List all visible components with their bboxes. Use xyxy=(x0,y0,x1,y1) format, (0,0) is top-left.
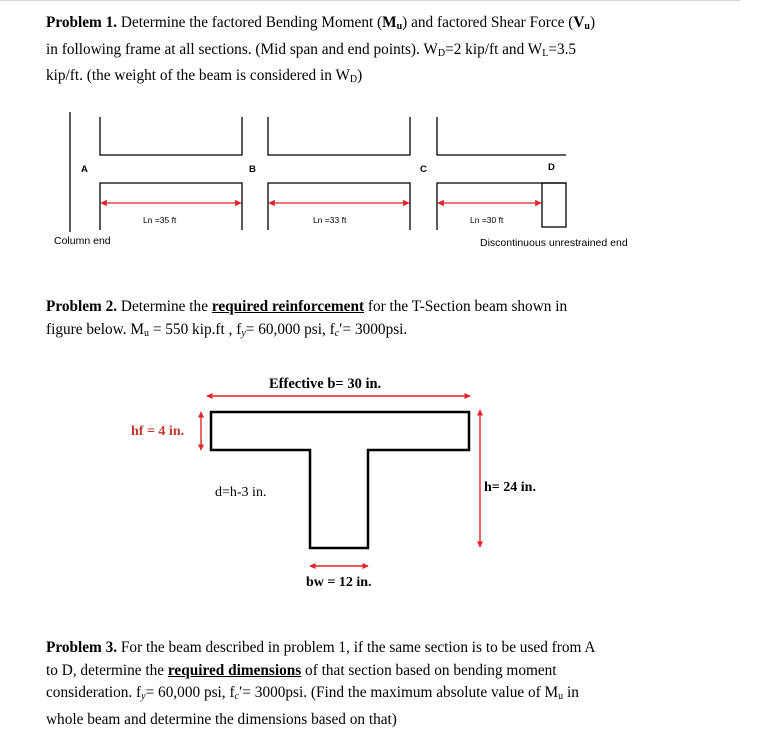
problem3-line2: to D, determine the required dimensions of that section based on bending moment xyxy=(46,660,646,683)
problem3-heading: Problem 3. xyxy=(46,639,117,656)
span3-label: Ln =30 ft xyxy=(470,215,504,225)
problem3-line4: whole beam and determine the dimensions based on that) xyxy=(46,709,646,731)
problem1-line3: kip/ft. (the weight of the beam is considered in $W_D$) xyxy=(46,65,646,92)
support-a-label: A xyxy=(81,164,88,175)
hf-label: hf = 4 in. xyxy=(131,424,184,440)
problem1-line2: in following frame at all sections. (Mid span and end points). $W_D=2$ kip/ft and $W_L=3.5$ xyxy=(46,39,646,66)
problem2-heading: Problem 2. xyxy=(46,298,117,315)
problem2-line2: figure below. $M_u = 550$ kip.ft , $f_y= 60,000$ psi, $f_c'= 3000psi$. xyxy=(46,319,646,346)
span2-label: Ln =33 ft xyxy=(313,215,347,225)
support-d-label: D xyxy=(548,162,555,173)
problem2-line1: Problem 2. Determine the required reinforcement for the T-Section beam shown in xyxy=(46,296,646,319)
support-c-label: C xyxy=(420,164,427,175)
effective-b-label: Effective b= 30 in. xyxy=(269,376,381,393)
problem1-heading: Problem 1. xyxy=(46,14,117,31)
d-label: d=h-3 in. xyxy=(215,485,266,501)
support-b-label: B xyxy=(249,164,256,175)
problem3-line3: consideration. $f_y= 60,000$ psi, $f_c'= 3000psi$. (Find the maximum absolute value of $M_u$ in xyxy=(46,682,646,709)
span1-label: Ln =35 ft xyxy=(143,215,177,225)
problem3-line1: Problem 3. For the beam described in problem 1, if the same section is to be used from A xyxy=(46,637,646,660)
required-reinforcement-emphasis: required reinforcement xyxy=(212,298,364,315)
column-end-label: Column end xyxy=(54,235,111,247)
h-label: h= 24 in. xyxy=(484,480,536,496)
t-section-outline xyxy=(211,412,469,548)
problem1-line1: Problem 1. Determine the factored Bending Moment $(M_u)$ and factored Shear Force $(V_u)$ xyxy=(46,12,646,39)
required-dimensions-emphasis: required dimensions xyxy=(168,662,301,679)
discontinuous-end-label: Discontinuous unrestrained end xyxy=(480,237,628,249)
problem3-text xyxy=(46,637,646,731)
bw-label: bw = 12 in. xyxy=(306,575,372,591)
